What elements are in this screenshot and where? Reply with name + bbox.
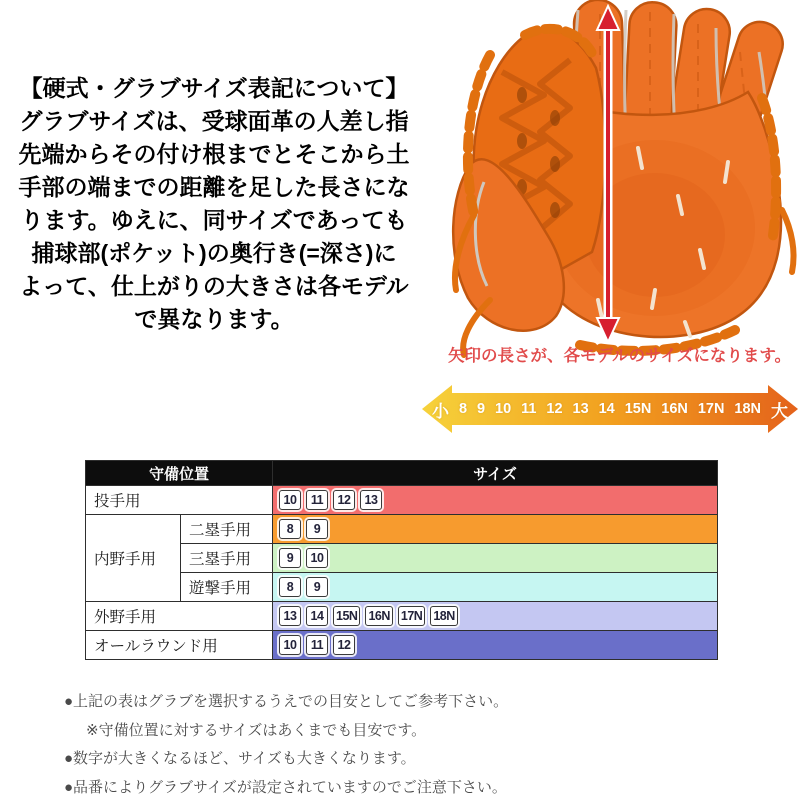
- size-scale-label: 15N: [625, 401, 652, 417]
- size-badge: 8: [279, 519, 301, 539]
- row-sizes-second-base: [273, 515, 718, 544]
- arrow-caption: 矢印の長さが、各モデルのサイズになります。: [448, 342, 800, 366]
- size-scale-label: 大: [771, 397, 788, 422]
- intro-line: グラブサイズは、受球面革の人差し指: [2, 105, 426, 138]
- size-scale-label: 10: [495, 401, 511, 417]
- size-scale-label: 9: [477, 401, 485, 417]
- intro-line: よって、仕上がりの大きさは各モデル: [2, 270, 426, 303]
- intro-line: ります。ゆえに、同サイズであっても: [2, 204, 426, 237]
- size-scale-label: 18N: [734, 401, 761, 417]
- size-scale-label: 8: [459, 401, 467, 417]
- size-scale-label: 12: [546, 401, 562, 417]
- size-badge: 14: [306, 606, 328, 626]
- note-line: ※守備位置に対するサイズはあくまでも目安です。: [64, 717, 764, 746]
- size-badge: 9: [279, 548, 301, 568]
- table-row-allround: [86, 631, 718, 660]
- size-table: [85, 460, 718, 660]
- size-badge: 15N: [333, 606, 360, 626]
- glove-image: [430, 0, 800, 358]
- size-scale-label: 11: [521, 401, 536, 417]
- glove-graphic: [430, 0, 800, 358]
- row-group-infield: 内野手用: [86, 515, 181, 602]
- size-badge: 13: [360, 490, 382, 510]
- table-row-pitcher: [86, 486, 718, 515]
- size-badge: 11: [306, 635, 328, 655]
- table-header-row: [86, 461, 718, 486]
- intro-line: 手部の端までの距離を足した長さにな: [2, 171, 426, 204]
- size-scale-label: 14: [599, 401, 615, 417]
- row-sizes-allround: [273, 631, 718, 660]
- row-sizes-pitcher: [273, 486, 718, 515]
- intro-paragraph: [2, 72, 426, 336]
- size-scale-arrow: [420, 382, 800, 442]
- size-badge: 17N: [398, 606, 425, 626]
- size-badge: 8: [279, 577, 301, 597]
- size-scale-labels: [432, 382, 788, 436]
- size-badge: 10: [279, 490, 301, 510]
- size-badge: 9: [306, 519, 328, 539]
- row-label-second-base: 二塁手用: [181, 515, 273, 544]
- size-badge: 11: [306, 490, 328, 510]
- size-scale-label: 13: [573, 401, 589, 417]
- row-label-shortstop: 遊撃手用: [181, 573, 273, 602]
- size-badge: 16N: [365, 606, 392, 626]
- footer-notes: [64, 688, 764, 802]
- intro-line: で異なります。: [2, 303, 426, 336]
- header-position: 守備位置: [86, 461, 273, 486]
- size-badge: 10: [279, 635, 301, 655]
- row-label-third-base: 三塁手用: [181, 544, 273, 573]
- note-line: ●上記の表はグラブを選択するうえでの目安としてご参考下さい。: [64, 688, 764, 717]
- intro-line: 先端からその付け根までとそこから土: [2, 138, 426, 171]
- table-row-third-base: [86, 544, 718, 573]
- size-scale-label: 16N: [661, 401, 688, 417]
- size-scale-label: 17N: [698, 401, 725, 417]
- size-badge: 12: [333, 635, 355, 655]
- note-line: ●品番によりグラブサイズが設定されていますのでご注意下さい。: [64, 774, 764, 802]
- row-sizes-outfield: [273, 602, 718, 631]
- table-row-shortstop: [86, 573, 718, 602]
- row-sizes-shortstop: [273, 573, 718, 602]
- note-line: ●数字が大きくなるほど、サイズも大きくなります。: [64, 745, 764, 774]
- intro-line: 捕球部(ポケット)の奥行き(=深さ)に: [2, 237, 426, 270]
- intro-line: 【硬式・グラブサイズ表記について】: [2, 72, 426, 105]
- row-label-outfield: 外野手用: [86, 602, 273, 631]
- row-sizes-third-base: [273, 544, 718, 573]
- size-badge: 10: [306, 548, 328, 568]
- size-badge: 9: [306, 577, 328, 597]
- table-row-second-base: [86, 515, 718, 544]
- row-label-pitcher: 投手用: [86, 486, 273, 515]
- size-badge: 13: [279, 606, 301, 626]
- row-label-allround: オールラウンド用: [86, 631, 273, 660]
- size-badge: 12: [333, 490, 355, 510]
- size-badge: 18N: [430, 606, 457, 626]
- table-row-outfield: [86, 602, 718, 631]
- header-size: サイズ: [273, 461, 718, 486]
- size-scale-label: 小: [432, 397, 449, 422]
